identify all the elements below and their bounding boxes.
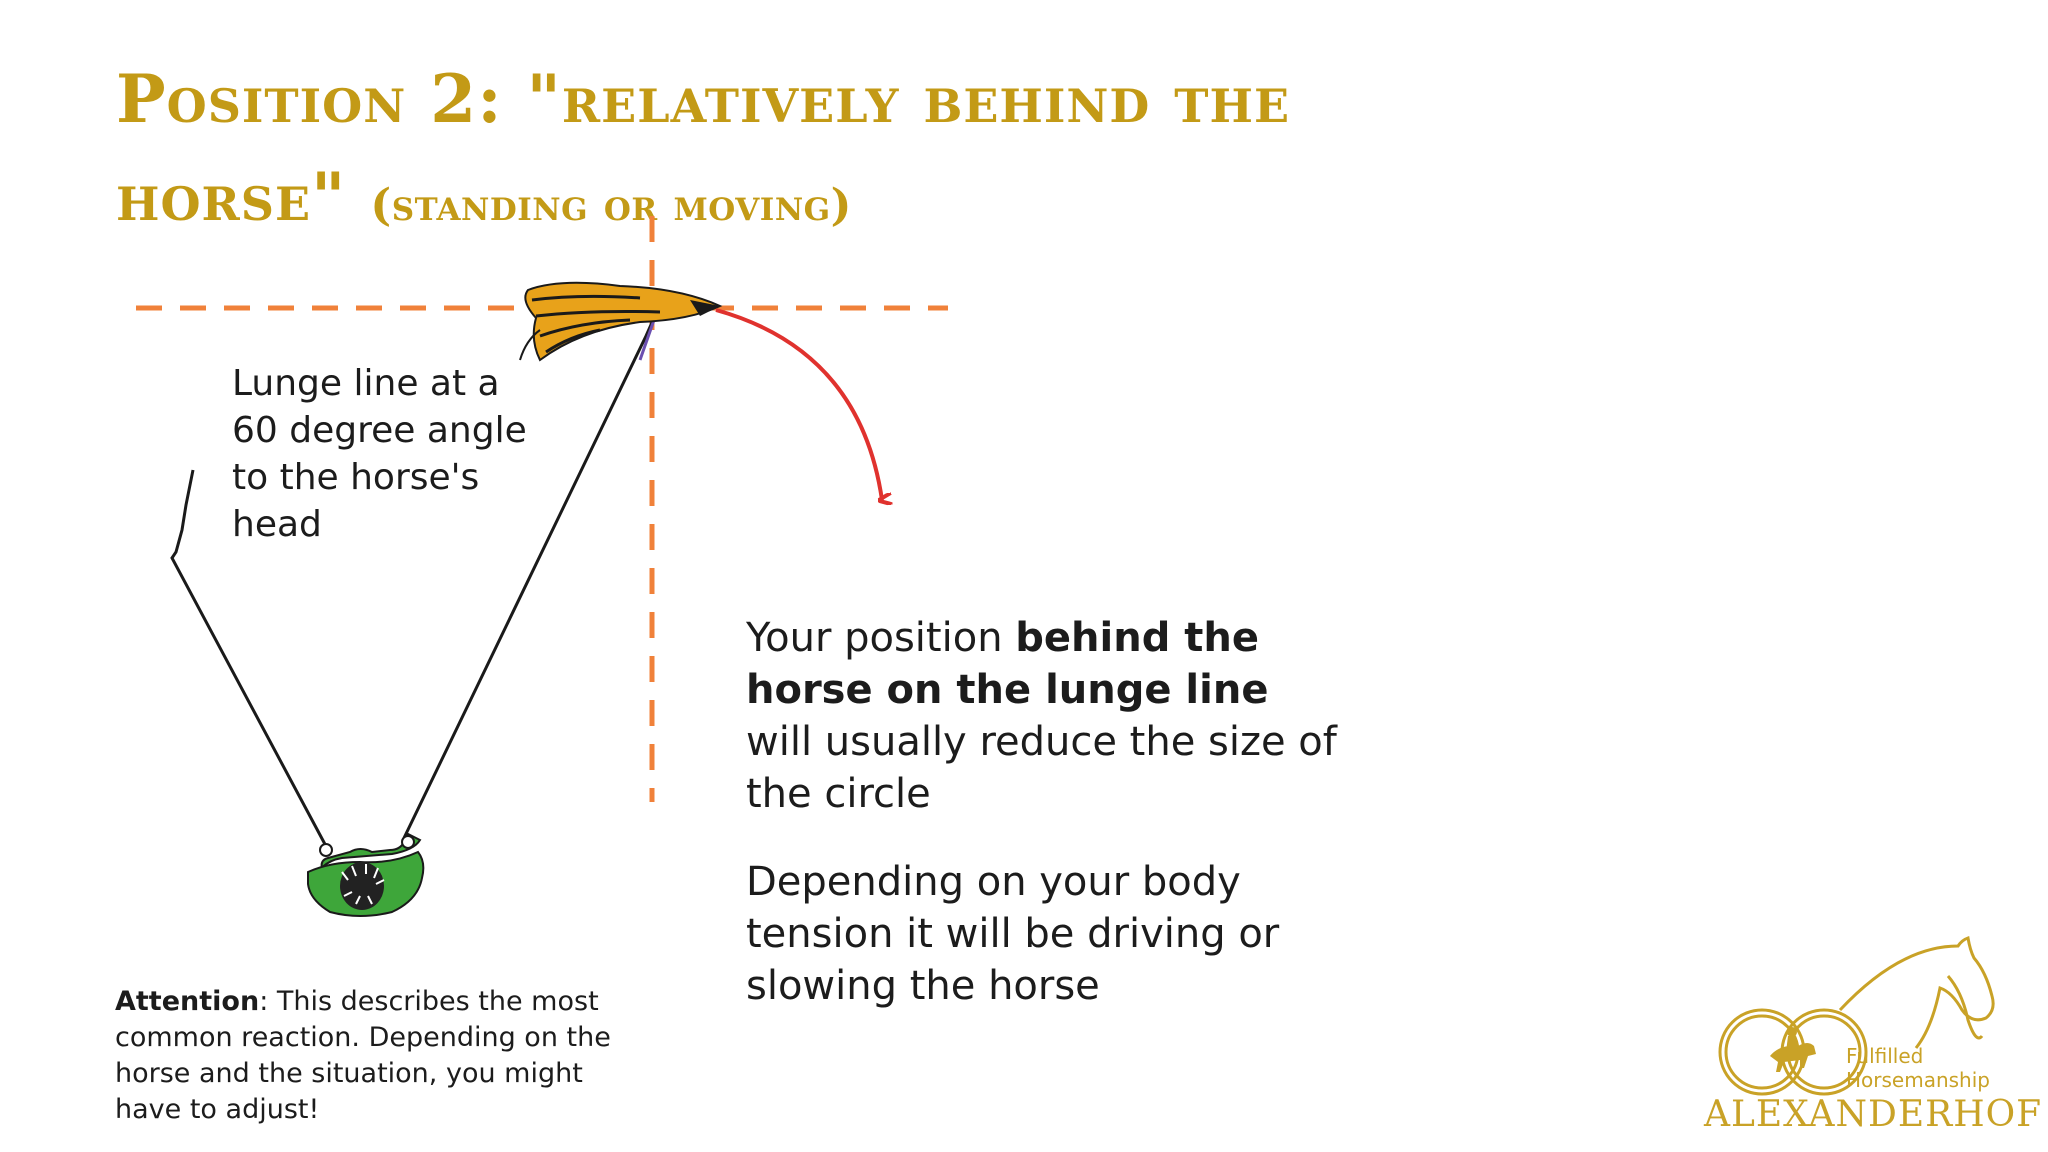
logo-tagline [1846,1044,1990,1092]
title-line2: horse" [116,158,347,236]
p1-prefix: Your position [746,615,1016,661]
logo-tagline-line1: Fulfilled [1846,1044,1924,1068]
person-icon [308,834,423,916]
logo-tagline-line2: Horsemanship [1846,1068,1990,1092]
attention-label: Attention [115,986,260,1017]
explanation-paragraph-1 [746,612,1346,820]
circle-direction-arrow [716,310,882,500]
horse-head-icon [520,283,720,360]
p1-suffix: will usually reduce the size of the circle [746,719,1337,817]
explanation-text [746,612,1346,1048]
explanation-paragraph-2: Depending on your body tension it will be driving or slowing the horse [746,859,1280,1009]
title-line1: Position 2: "relatively behind the [116,60,1291,138]
title-subtitle: (standing or moving) [370,180,852,231]
p1-bold: behind the horse on the lunge line [746,615,1269,713]
attention-text: : This describes the most common reaction. Depending on the horse and the situation, you might have to adjust! [115,986,611,1125]
attention-note [115,984,615,1128]
lunge-line-note: Lunge line at a 60 degree angle to the horse's head [232,363,527,545]
logo-name: ALEXANDERHOF [1704,1094,2043,1135]
